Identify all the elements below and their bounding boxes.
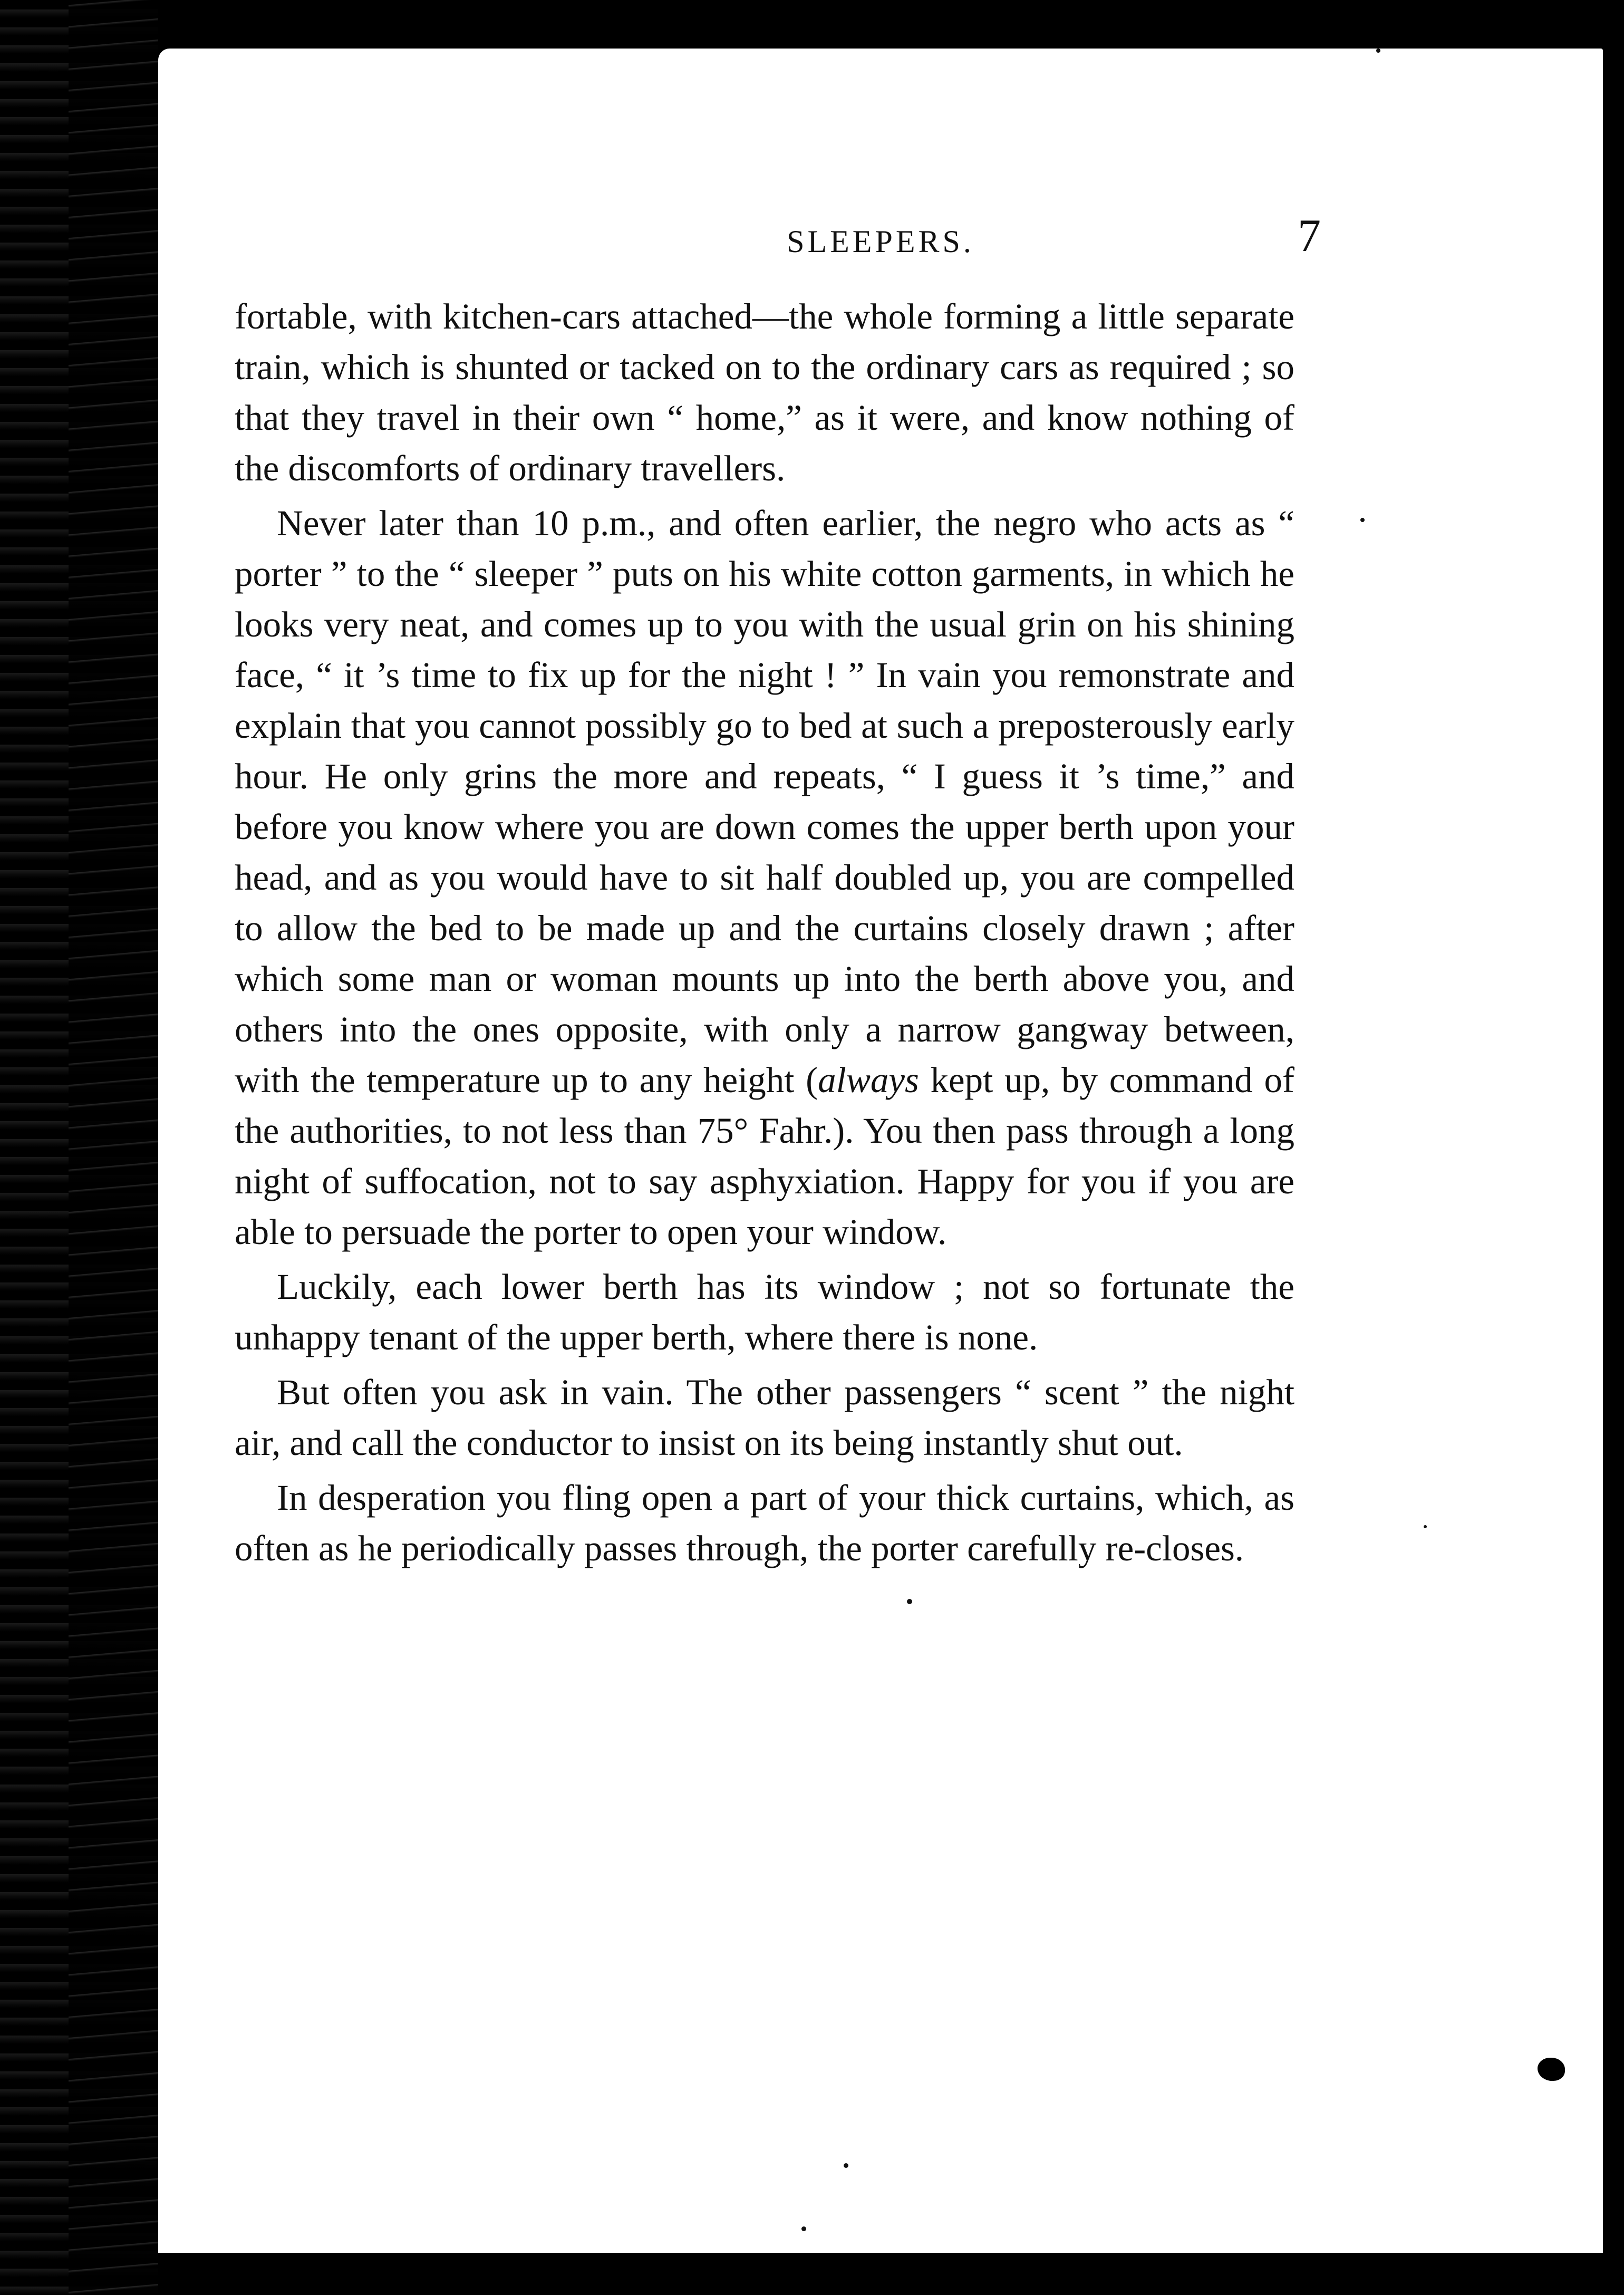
ink-speck	[801, 2226, 806, 2231]
ink-blot	[1538, 2058, 1565, 2081]
paragraph-3	[235, 1261, 1294, 1363]
paragraph-2	[235, 498, 1294, 1257]
paragraph-2-text: Never later than 10 p.m., and often earlier, the negro who acts as “ porter ” to the “ sleeper ” puts on his white cotton garments, in which he looks very neat, and comes up to you with the usual grin on his shining face, “ it ’s time to fix up for the night ! ” In vain you remonstrate and explain that you cannot possibly go to bed at such a preposterously early hour. He only grins the more and repeats, “ I guess it ’s time,” and before you know where you are down comes the upper berth upon your head, and as you would have to sit half doubled up, you are compelled to allow the bed to be made up and the curtains closely drawn ; after which some man or woman mounts up into the berth above you, and others into the ones opposite, with only a narrow gangway between, with the temperature up to any height (	[235, 503, 1294, 1100]
book-page	[158, 49, 1603, 2253]
paragraph-5	[235, 1472, 1294, 1574]
ink-speck	[1376, 49, 1380, 53]
paragraph-4	[235, 1367, 1294, 1468]
paragraph-3-text: Luckily, each lower berth has its window ; not so fortunate the unhappy tenant of the upper berth, where there is none.	[235, 1267, 1294, 1357]
paragraph-1-text: fortable, with kitchen-cars attached—the whole forming a little separate train, which is shunted or tacked on to the ordinary cars as required ; so that they travel in their own “ home,” as it were, and know nothing of the discomforts of ordinary travellers.	[235, 296, 1294, 488]
book-binding-edge	[0, 0, 158, 2295]
ink-speck	[1360, 518, 1365, 522]
paragraph-4-text: But often you ask in vain. The other passengers “ scent ” the night air, and call the conductor to insist on its being instantly shut out.	[235, 1372, 1294, 1463]
paragraph-2-text-after: kept up, by command of the authorities, to not less than 75° Fahr.). You then pass through a long night of suffocation, not to say asphyxiation. Happy for you if you are able to persuade the porter to open your window.	[235, 1060, 1294, 1252]
running-title: SLEEPERS.	[787, 224, 974, 259]
running-head	[158, 180, 1603, 262]
page-number: 7	[1298, 210, 1321, 262]
paragraph-5-text: In desperation you fling open a part of your thick curtains, which, as often as he periodically passes through, the porter carefully re-closes.	[235, 1478, 1294, 1568]
ink-speck	[1424, 1525, 1427, 1528]
body-text	[235, 291, 1294, 1578]
ink-speck	[844, 2163, 848, 2168]
paragraph-2-italic: always	[818, 1060, 919, 1100]
paragraph-1	[235, 291, 1294, 494]
ink-speck	[907, 1599, 912, 1604]
